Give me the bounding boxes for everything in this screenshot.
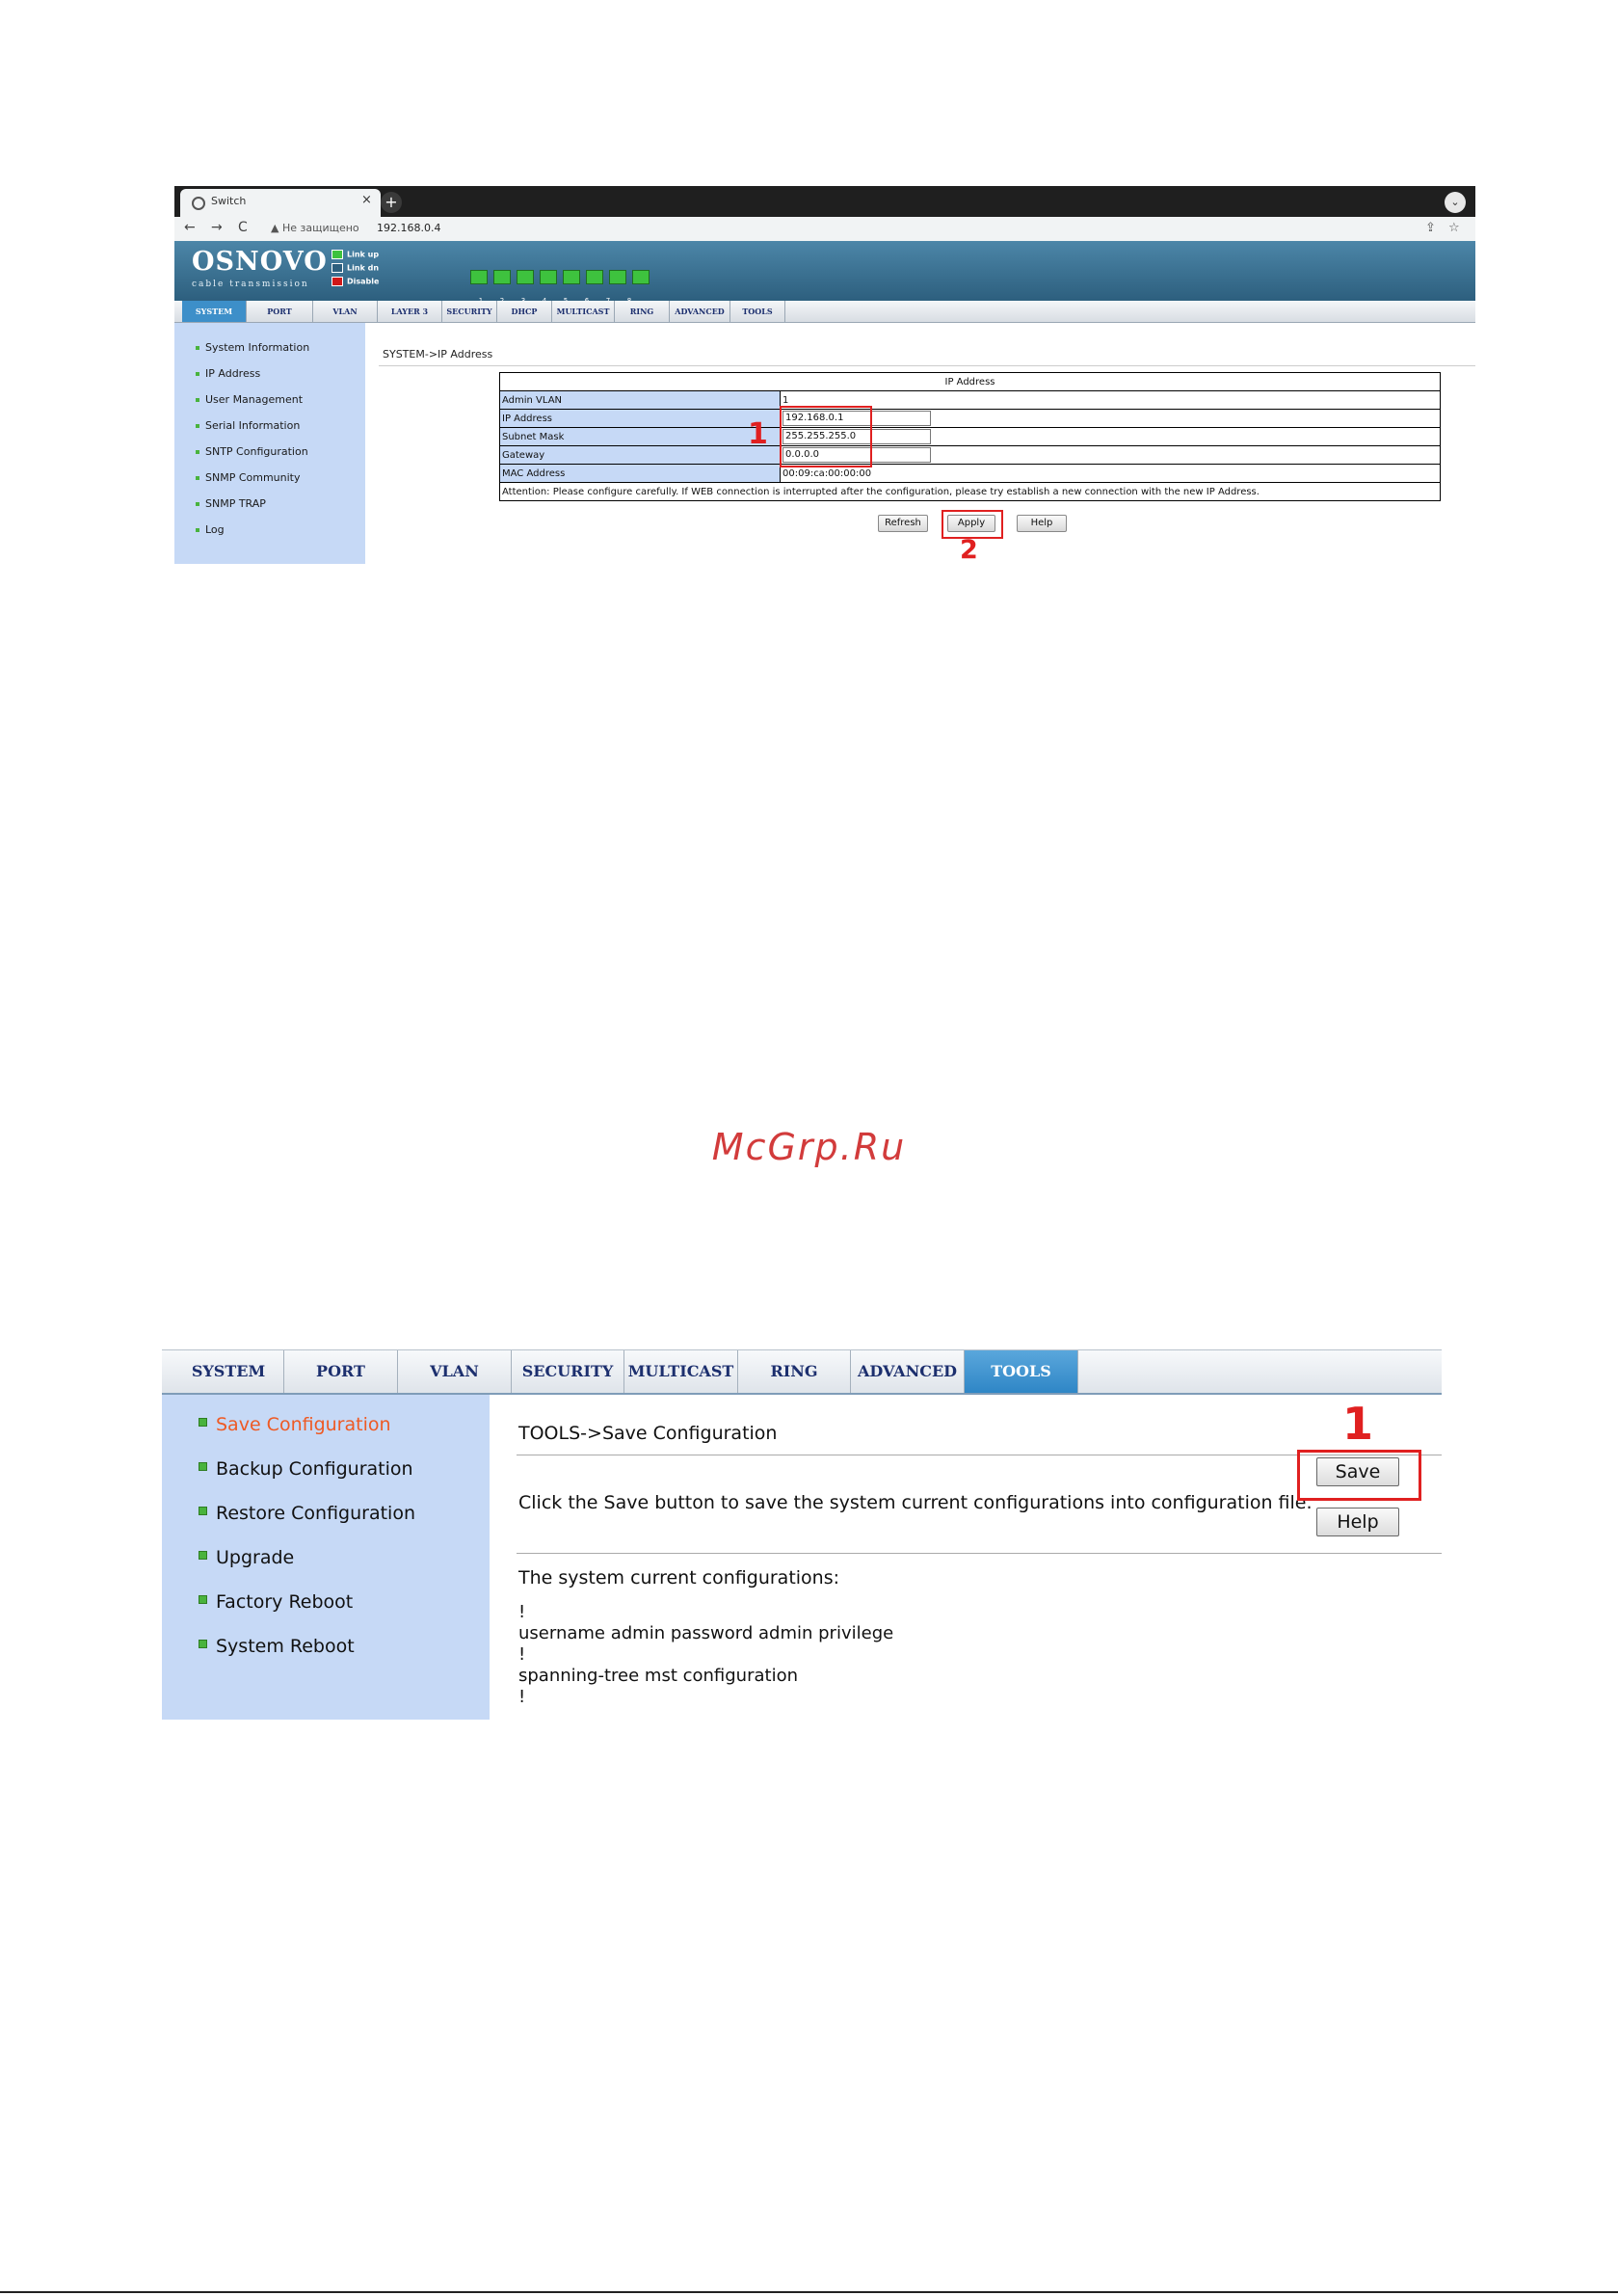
port-4-icon[interactable] bbox=[540, 270, 557, 284]
tab-dhcp[interactable]: DHCP bbox=[497, 301, 552, 322]
subnet-mask-input[interactable]: 255.255.255.0 bbox=[782, 429, 931, 444]
tab-multicast[interactable]: MULTICAST bbox=[624, 1350, 738, 1393]
sidebar-item-system-information[interactable]: System Information bbox=[196, 341, 309, 354]
step-marker: 1 bbox=[1342, 1398, 1374, 1450]
port-5-icon[interactable] bbox=[563, 270, 580, 284]
bullet-icon bbox=[196, 528, 199, 532]
page-bottom-rule bbox=[0, 2291, 1618, 2293]
port-3-icon[interactable] bbox=[517, 270, 534, 284]
back-icon[interactable]: ← bbox=[184, 220, 196, 235]
tab-port[interactable]: PORT bbox=[284, 1350, 398, 1393]
highlight-box bbox=[1297, 1450, 1421, 1501]
sidebar bbox=[162, 1395, 490, 1720]
port-8-icon[interactable] bbox=[632, 270, 650, 284]
admin-vlan-value: 1 bbox=[781, 391, 1441, 410]
ip-address-table bbox=[499, 372, 1441, 501]
highlight-box bbox=[780, 406, 872, 467]
bullet-icon bbox=[199, 1462, 207, 1471]
share-icon[interactable]: ⇪ bbox=[1425, 221, 1436, 235]
security-warning[interactable]: ▲ Не защищено bbox=[271, 222, 359, 234]
legend-link-down: Link dn bbox=[332, 263, 379, 273]
sidebar-item-upgrade[interactable]: Upgrade bbox=[199, 1547, 294, 1568]
refresh-button[interactable]: Refresh bbox=[878, 515, 928, 532]
legend-disable: Disable bbox=[332, 277, 379, 286]
divider bbox=[379, 365, 1475, 366]
divider bbox=[517, 1553, 1442, 1554]
mac-address-value: 00:09:ca:00:00:00 bbox=[781, 465, 1441, 483]
config-line: username admin password admin privilege bbox=[518, 1623, 894, 1643]
tab-ring[interactable]: RING bbox=[615, 301, 670, 322]
sidebar-item-restore-configuration[interactable]: Restore Configuration bbox=[199, 1503, 415, 1524]
bullet-icon bbox=[199, 1507, 207, 1515]
bullet-icon bbox=[196, 476, 199, 480]
tab-system[interactable]: SYSTEM bbox=[182, 301, 247, 322]
sidebar-item-backup-configuration[interactable]: Backup Configuration bbox=[199, 1458, 413, 1480]
port-6-icon[interactable] bbox=[586, 270, 603, 284]
tab-layer3[interactable]: LAYER 3 bbox=[378, 301, 442, 322]
ip-address-input[interactable]: 192.168.0.1 bbox=[782, 411, 931, 426]
tab-multicast[interactable]: MULTICAST bbox=[552, 301, 615, 322]
tab-tools[interactable]: TOOLS bbox=[730, 301, 785, 322]
tab-vlan[interactable]: VLAN bbox=[398, 1350, 512, 1393]
sidebar-item-user-management[interactable]: User Management bbox=[196, 393, 303, 406]
table-row bbox=[500, 428, 1441, 446]
tab-port[interactable]: PORT bbox=[247, 301, 313, 322]
bullet-icon bbox=[199, 1418, 207, 1427]
bullet-icon bbox=[196, 346, 199, 350]
bullet-icon bbox=[196, 424, 199, 428]
port-1-icon[interactable] bbox=[470, 270, 488, 284]
bullet-icon bbox=[196, 372, 199, 376]
url-input[interactable]: 192.168.0.4 bbox=[377, 222, 441, 234]
row-label: MAC Address bbox=[500, 465, 781, 483]
link-up-icon bbox=[332, 250, 343, 259]
config-line: spanning-tree mst configuration bbox=[518, 1666, 799, 1686]
save-description: Click the Save button to save the system current configurations into configuration file. bbox=[518, 1492, 1313, 1513]
step-marker: 2 bbox=[960, 535, 978, 564]
sidebar-item-snmp-community[interactable]: SNMP Community bbox=[196, 471, 301, 484]
row-label: IP Address bbox=[500, 410, 781, 428]
forward-icon[interactable]: → bbox=[211, 220, 223, 235]
legend-link-up: Link up bbox=[332, 250, 379, 259]
sidebar-item-sntp-configuration[interactable]: SNTP Configuration bbox=[196, 445, 308, 458]
tab-title: Switch bbox=[211, 195, 247, 207]
screenshot-save-configuration bbox=[162, 1349, 1442, 1720]
tab-vlan[interactable]: VLAN bbox=[313, 301, 378, 322]
bullet-icon bbox=[196, 450, 199, 454]
reload-icon[interactable]: C bbox=[238, 220, 248, 235]
attention-note: Attention: Please configure carefully. If WEB connection is interrupted after the configuration, please try establish a new connection with the new IP Address. bbox=[500, 483, 1441, 501]
device-header bbox=[174, 241, 1475, 301]
step-marker: 1 bbox=[748, 417, 768, 451]
table-title: IP Address bbox=[500, 373, 1441, 391]
globe-icon bbox=[192, 197, 205, 210]
port-2-icon[interactable] bbox=[493, 270, 511, 284]
breadcrumb: SYSTEM->IP Address bbox=[383, 348, 493, 360]
main-menu bbox=[162, 1349, 1442, 1395]
row-label: Admin VLAN bbox=[500, 391, 781, 410]
tab-security[interactable]: SECURITY bbox=[512, 1350, 624, 1393]
gateway-input[interactable]: 0.0.0.0 bbox=[782, 447, 931, 463]
table-row bbox=[500, 410, 1441, 428]
watermark: McGrp.Ru bbox=[711, 1126, 907, 1168]
row-label: Subnet Mask bbox=[500, 428, 781, 446]
table-row bbox=[500, 446, 1441, 465]
close-tab-icon[interactable]: × bbox=[361, 193, 372, 207]
sidebar-item-ip-address[interactable]: IP Address bbox=[196, 367, 260, 380]
bookmark-star-icon[interactable]: ☆ bbox=[1448, 221, 1460, 235]
new-tab-button[interactable]: + bbox=[381, 192, 402, 213]
tab-advanced[interactable]: ADVANCED bbox=[670, 301, 730, 322]
profile-icon[interactable]: ⌄ bbox=[1445, 192, 1466, 213]
main-menu bbox=[174, 301, 1475, 323]
port-7-icon[interactable] bbox=[609, 270, 626, 284]
sidebar-item-save-configuration[interactable]: Save Configuration bbox=[199, 1414, 391, 1435]
disable-icon bbox=[332, 277, 343, 286]
sidebar-item-log[interactable]: Log bbox=[196, 523, 225, 536]
tab-advanced[interactable]: ADVANCED bbox=[851, 1350, 965, 1393]
sidebar-item-factory-reboot[interactable]: Factory Reboot bbox=[199, 1591, 353, 1613]
browser-tab[interactable] bbox=[180, 189, 381, 217]
sidebar bbox=[174, 323, 365, 564]
bullet-icon bbox=[199, 1640, 207, 1648]
help-button[interactable]: Help bbox=[1316, 1508, 1399, 1536]
sidebar-item-snmp-trap[interactable]: SNMP TRAP bbox=[196, 497, 266, 510]
config-line: ! bbox=[518, 1644, 526, 1665]
link-down-icon bbox=[332, 263, 343, 273]
bullet-icon bbox=[196, 502, 199, 506]
sidebar-item-serial-information[interactable]: Serial Information bbox=[196, 419, 300, 432]
browser-tab-strip bbox=[174, 186, 1475, 217]
config-heading: The system current configurations: bbox=[518, 1567, 840, 1589]
bullet-icon bbox=[199, 1595, 207, 1604]
tab-security[interactable]: SECURITY bbox=[442, 301, 497, 322]
breadcrumb: TOOLS->Save Configuration bbox=[518, 1423, 778, 1444]
save-button[interactable]: Save bbox=[1316, 1457, 1399, 1486]
address-bar bbox=[174, 217, 1475, 242]
tab-system[interactable]: SYSTEM bbox=[173, 1350, 284, 1393]
osnovo-logo: OSNOVO bbox=[192, 247, 328, 277]
config-line: ! bbox=[518, 1687, 526, 1707]
apply-button[interactable]: Apply bbox=[947, 515, 995, 532]
screenshot-ip-address bbox=[174, 186, 1475, 564]
table-row bbox=[500, 465, 1441, 483]
config-line: ! bbox=[518, 1602, 526, 1622]
table-row bbox=[500, 391, 1441, 410]
sidebar-item-system-reboot[interactable]: System Reboot bbox=[199, 1636, 355, 1657]
tab-tools[interactable]: TOOLS bbox=[965, 1350, 1078, 1393]
row-label: Gateway bbox=[500, 446, 781, 465]
bullet-icon bbox=[199, 1551, 207, 1560]
tab-ring[interactable]: RING bbox=[738, 1350, 851, 1393]
logo-subtitle: cable transmission bbox=[192, 280, 309, 289]
bullet-icon bbox=[196, 398, 199, 402]
help-button[interactable]: Help bbox=[1017, 515, 1067, 532]
